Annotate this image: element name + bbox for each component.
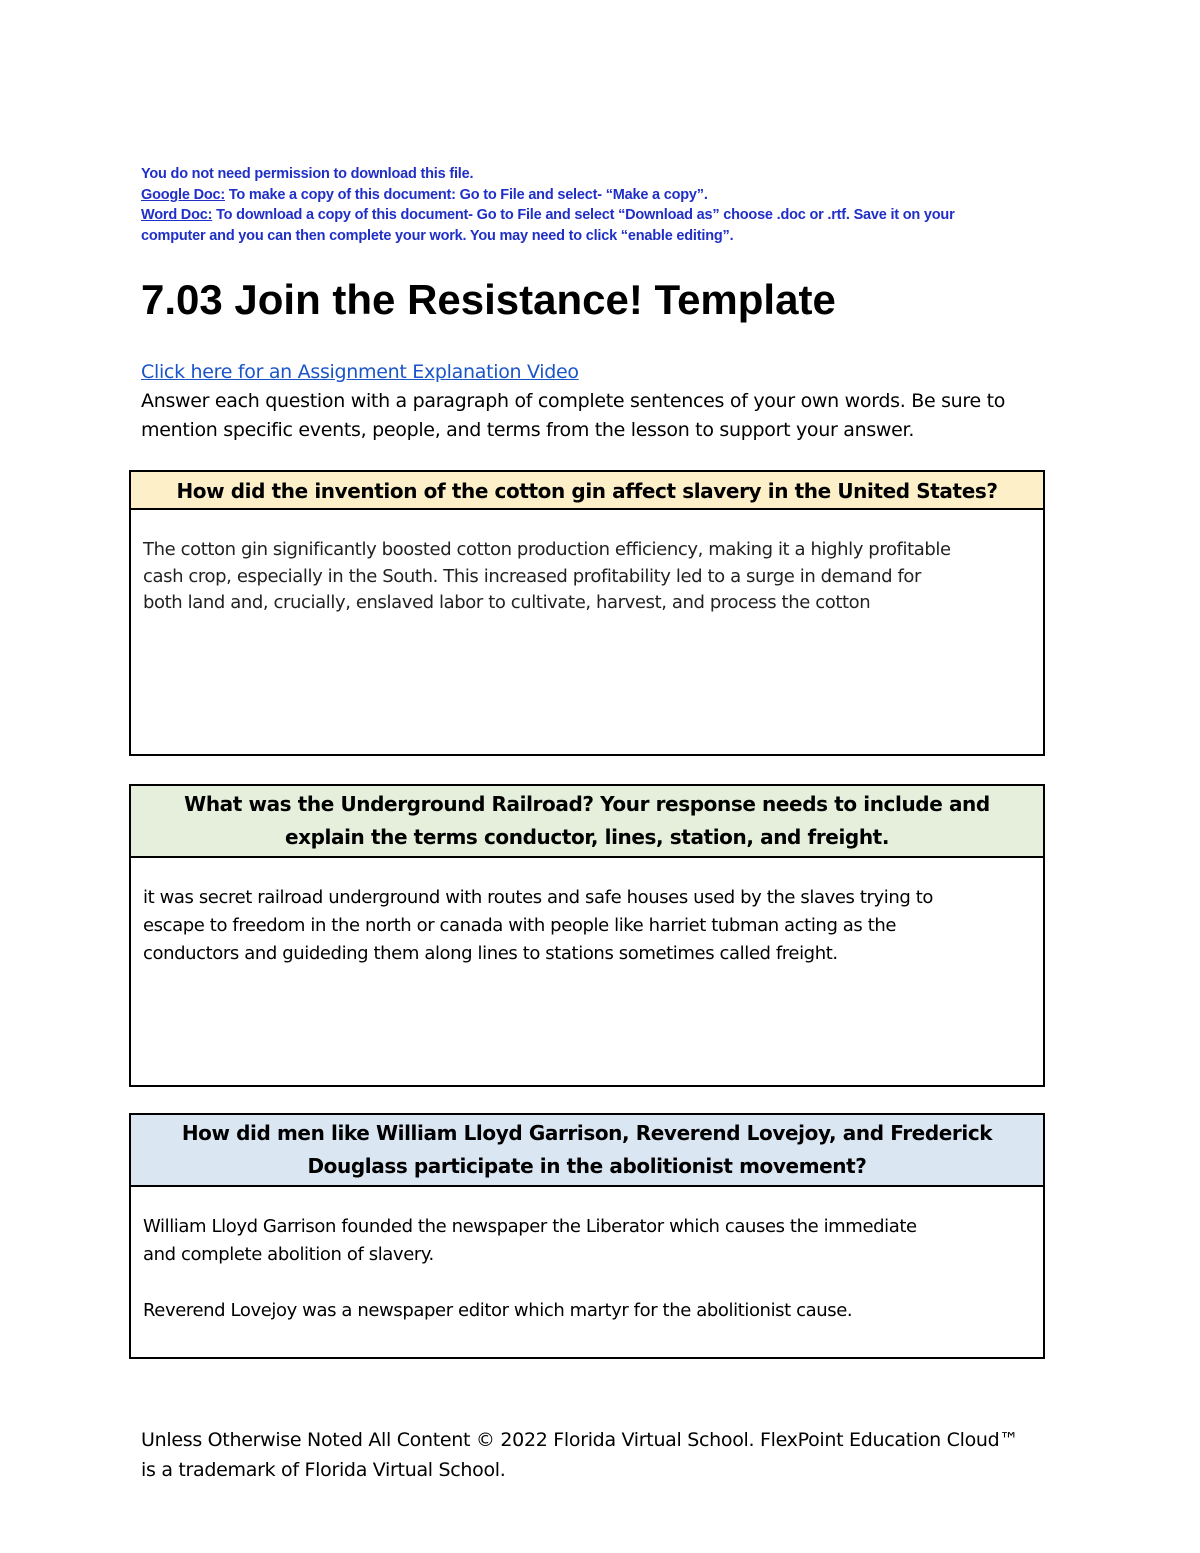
answer-line: escape to freedom in the north or canada with people like harriet tubman acting as the <box>143 915 897 936</box>
answer-field[interactable] <box>131 1187 1043 1325</box>
paragraph-gap <box>143 1269 1031 1297</box>
answer-line: it was secret railroad underground with routes and safe houses used by the slaves trying to <box>143 887 933 908</box>
copyright-line-1: Unless Otherwise Noted All Content © 2022 Florida Virtual School. FlexPoint Education Cloud™ <box>141 1429 1019 1451</box>
question-text: What was the Underground Railroad? Your response needs to include and <box>184 792 990 816</box>
answer-field[interactable] <box>131 510 1043 617</box>
question-box-underground-railroad <box>129 784 1045 1087</box>
answer-line: William Lloyd Garrison founded the newspaper the Liberator which causes the immediate <box>143 1216 917 1237</box>
intro-section <box>141 358 1061 445</box>
question-header <box>131 472 1043 510</box>
question-text: Douglass participate in the abolitionist movement? <box>307 1154 867 1178</box>
page-title: 7.03 Join the Resistance! Template <box>141 276 836 323</box>
notice-word-line-2: computer and you can then complete your work. You may need to click “enable editing”. <box>141 227 734 244</box>
answer-field[interactable] <box>131 858 1043 968</box>
answer-line: cash crop, especially in the South. This increased profitability led to a surge in demand for <box>143 565 922 587</box>
question-text: explain the terms conductor, lines, station, and freight. <box>284 825 890 849</box>
download-notice <box>141 164 1061 246</box>
answer-line: Reverend Lovejoy was a newspaper editor which martyr for the abolitionist cause. <box>143 1300 853 1321</box>
question-header <box>131 1115 1043 1187</box>
answer-line: and complete abolition of slavery. <box>143 1244 434 1265</box>
notice-permission-line: You do not need permission to download this file. <box>141 166 474 182</box>
notice-google-line <box>141 185 1061 206</box>
word-doc-instructions: To download a copy of this document- Go to File and select “Download as” choose .doc or .rtf. Save it on your <box>212 207 955 223</box>
answer-line: conductors and guideding them along lines to stations sometimes called freight. <box>143 943 838 964</box>
instructions-line-1: Answer each question with a paragraph of complete sentences of your own words. Be sure to <box>141 390 1006 412</box>
instructions-line-2: mention specific events, people, and terms from the lesson to support your answer. <box>141 419 915 441</box>
google-doc-label: Google Doc: <box>141 186 225 203</box>
question-box-abolitionists <box>129 1113 1045 1359</box>
google-doc-instructions: To make a copy of this document: Go to File and select- “Make a copy”. <box>225 186 708 203</box>
question-box-cotton-gin <box>129 470 1045 756</box>
assignment-video-link[interactable]: Click here for an Assignment Explanation Video <box>141 361 579 383</box>
answer-line: both land and, crucially, enslaved labor to cultivate, harvest, and process the cotton <box>143 592 871 613</box>
question-header <box>131 786 1043 858</box>
answer-line: The cotton gin significantly boosted cotton production efficiency, making it a highly profitable <box>143 539 951 560</box>
notice-word-line <box>141 205 1061 226</box>
word-doc-label: Word Doc: <box>141 207 213 223</box>
copyright-line-2: is a trademark of Florida Virtual School. <box>141 1459 506 1481</box>
question-text: How did men like William Lloyd Garrison, Reverend Lovejoy, and Frederick <box>181 1121 993 1145</box>
copyright-footer <box>141 1425 1081 1485</box>
question-text: How did the invention of the cotton gin affect slavery in the United States? <box>176 479 998 503</box>
